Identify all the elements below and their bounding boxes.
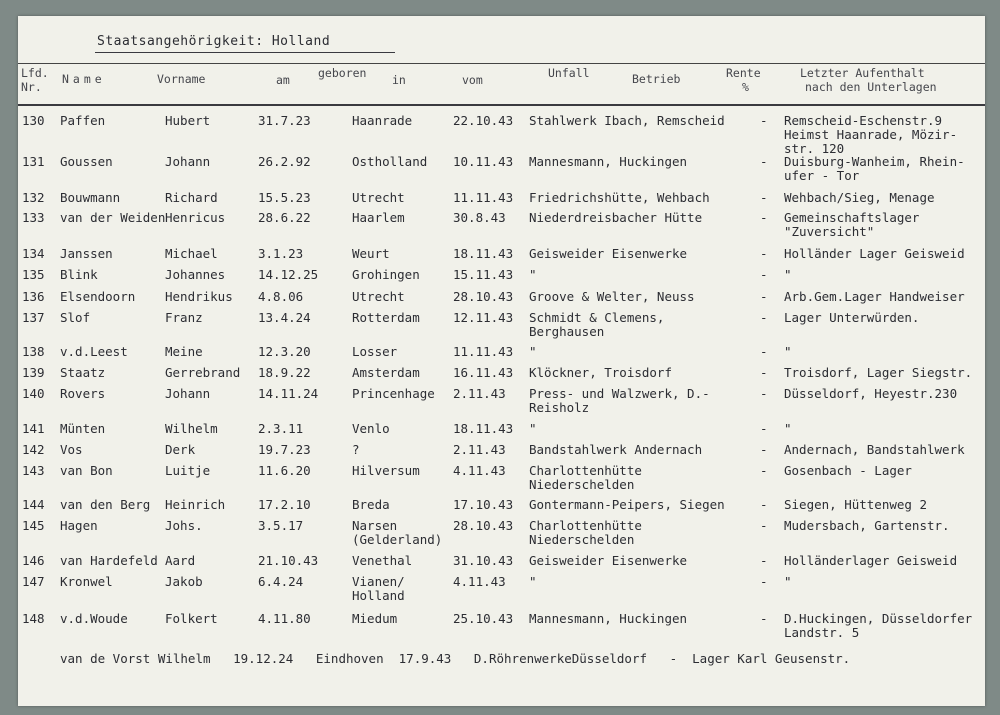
- entry-aufenthalt: ": [784, 421, 792, 436]
- entry-name: van Hardefeld: [60, 553, 158, 568]
- entry-geboren-in: Miedum: [352, 611, 398, 626]
- entry-geboren-am: 3.1.23: [258, 246, 304, 261]
- entry-number: 137: [22, 310, 45, 325]
- entry-betrieb-line2: Berghausen: [529, 324, 605, 339]
- entry-geboren-am: 4.11.80: [258, 611, 311, 626]
- entry-betrieb: Mannesmann, Huckingen: [529, 154, 688, 169]
- entry-rente: -: [760, 310, 768, 325]
- entry-geboren-am: 17.2.10: [258, 497, 311, 512]
- entry-number: 145: [22, 518, 45, 533]
- entry-geboren-in: Utrecht: [352, 190, 405, 205]
- entry-number: 142: [22, 442, 45, 457]
- entry-geboren-am: 2.3.11: [258, 421, 304, 436]
- entry-geboren-in: Utrecht: [352, 289, 405, 304]
- header-in: in: [392, 73, 406, 87]
- entry-number: 130: [22, 113, 45, 128]
- entry-unfall-vom: 16.11.43: [453, 365, 514, 380]
- entry-vorname: Hubert: [165, 113, 211, 128]
- entry-geboren-in: Haarlem: [352, 210, 405, 225]
- entry-name: Goussen: [60, 154, 113, 169]
- entry-aufenthalt-line2: "Zuversicht": [784, 224, 875, 239]
- entry-number: 148: [22, 611, 45, 626]
- entry-name: van der Weiden: [60, 210, 166, 225]
- header-name: Name: [62, 72, 106, 86]
- entry-name: van Bon: [60, 463, 113, 478]
- entry-geboren-am: 19.7.23: [258, 442, 311, 457]
- entry-name: Bouwmann: [60, 190, 121, 205]
- header-rente: Rente: [726, 66, 761, 80]
- entry-rente: -: [760, 267, 768, 282]
- entry-betrieb: Schmidt & Clemens,: [529, 310, 665, 325]
- entry-geboren-am: 15.5.23: [258, 190, 311, 205]
- entry-betrieb: Charlottenhütte: [529, 518, 642, 533]
- entry-geboren-am: 28.6.22: [258, 210, 311, 225]
- entry-betrieb: Niederdreisbacher Hütte: [529, 210, 703, 225]
- entry-vorname: Franz: [165, 310, 203, 325]
- entry-vorname: Richard: [165, 190, 218, 205]
- entry-vorname: Meine: [165, 344, 203, 359]
- entry-geboren-am: 11.6.20: [258, 463, 311, 478]
- entry-number: 131: [22, 154, 45, 169]
- entry-geboren-in: Grohingen: [352, 267, 420, 282]
- entry-geboren-am: 3.5.17: [258, 518, 304, 533]
- entry-number: 135: [22, 267, 45, 282]
- entry-vorname: Henricus: [165, 210, 226, 225]
- entry-aufenthalt-line2: ufer - Tor: [784, 168, 860, 183]
- entry-number: 139: [22, 365, 45, 380]
- entry-geboren-in: Vianen/: [352, 574, 405, 589]
- entry-vorname: Johs.: [165, 518, 203, 533]
- entry-name: Staatz: [60, 365, 106, 380]
- entry-name: Kronwel: [60, 574, 113, 589]
- entry-number: 147: [22, 574, 45, 589]
- entry-aufenthalt: Lager Unterwürden.: [784, 310, 920, 325]
- entry-geboren-am: 4.8.06: [258, 289, 304, 304]
- entry-name: Rovers: [60, 386, 106, 401]
- entry-rente: -: [760, 497, 768, 512]
- entry-unfall-vom: 11.11.43: [453, 344, 514, 359]
- entry-geboren-am: 12.3.20: [258, 344, 311, 359]
- entry-rente: -: [760, 518, 768, 533]
- entry-betrieb: Klöckner, Troisdorf: [529, 365, 672, 380]
- entry-aufenthalt: Andernach, Bandstahlwerk: [784, 442, 965, 457]
- entry-unfall-vom: 4.11.43: [453, 463, 506, 478]
- entry-unfall-vom: 28.10.43: [453, 518, 514, 533]
- entry-betrieb: Geisweider Eisenwerke: [529, 246, 688, 261]
- entry-name: Hagen: [60, 518, 98, 533]
- document-title: Staatsangehörigkeit: Holland: [97, 34, 331, 49]
- entry-aufenthalt: Holländerlager Geisweid: [784, 553, 958, 568]
- entry-geboren-in: Weurt: [352, 246, 390, 261]
- entry-rente: -: [760, 113, 768, 128]
- entry-number: 143: [22, 463, 45, 478]
- entry-aufenthalt: Mudersbach, Gartenstr.: [784, 518, 950, 533]
- entry-betrieb-line2: Niederschelden: [529, 532, 635, 547]
- entry-betrieb: ": [529, 574, 537, 589]
- entry-betrieb: Friedrichshütte, Wehbach: [529, 190, 710, 205]
- entry-geboren-in: Hilversum: [352, 463, 420, 478]
- header-geboren: geboren: [318, 66, 367, 80]
- entry-rente: -: [760, 611, 768, 626]
- entry-geboren-am: 14.11.24: [258, 386, 319, 401]
- entry-geboren-in: Breda: [352, 497, 390, 512]
- header-nach-unterlagen: nach den Unterlagen: [805, 80, 937, 94]
- header-bottom-rule: [18, 104, 985, 106]
- entry-geboren-in: Venlo: [352, 421, 390, 436]
- entry-betrieb-line2: Niederschelden: [529, 477, 635, 492]
- entry-aufenthalt: Wehbach/Sieg, Menage: [784, 190, 935, 205]
- entry-name: Blink: [60, 267, 98, 282]
- entry-rente: -: [760, 344, 768, 359]
- entry-betrieb: ": [529, 267, 537, 282]
- entry-vorname: Hendrikus: [165, 289, 233, 304]
- header-lfd: Lfd.: [21, 66, 49, 80]
- entry-geboren-am: 21.10.43: [258, 553, 319, 568]
- header-letzter-aufenthalt: Letzter Aufenthalt: [800, 66, 925, 80]
- entry-number: 134: [22, 246, 45, 261]
- entry-geboren-am: 26.2.92: [258, 154, 311, 169]
- entry-unfall-vom: 18.11.43: [453, 246, 514, 261]
- entry-vorname: Aard: [165, 553, 196, 568]
- entry-rente: -: [760, 246, 768, 261]
- entry-unfall-vom: 17.10.43: [453, 497, 514, 512]
- entry-unfall-vom: 10.11.43: [453, 154, 514, 169]
- entry-unfall-vom: 12.11.43: [453, 310, 514, 325]
- entry-vorname: Derk: [165, 442, 196, 457]
- entry-aufenthalt: Gosenbach - Lager: [784, 463, 912, 478]
- entry-number: 141: [22, 421, 45, 436]
- entry-number: 136: [22, 289, 45, 304]
- entry-vorname: Johannes: [165, 267, 226, 282]
- entry-name: Paffen: [60, 113, 106, 128]
- entry-aufenthalt: Gemeinschaftslager: [784, 210, 920, 225]
- entry-number: 133: [22, 210, 45, 225]
- entry-number: 138: [22, 344, 45, 359]
- entry-rente: -: [760, 365, 768, 380]
- header-percent: %: [742, 80, 749, 94]
- entry-unfall-vom: 2.11.43: [453, 442, 506, 457]
- entry-geboren-am: 14.12.25: [258, 267, 319, 282]
- header-betrieb: Betrieb: [632, 72, 681, 86]
- entry-name: van den Berg: [60, 497, 151, 512]
- entry-unfall-vom: 22.10.43: [453, 113, 514, 128]
- entry-vorname: Folkert: [165, 611, 218, 626]
- entry-unfall-vom: 30.8.43: [453, 210, 506, 225]
- entry-geboren-in-line2: Holland: [352, 588, 405, 603]
- entry-aufenthalt: Duisburg-Wanheim, Rhein-: [784, 154, 965, 169]
- entry-vorname: Johann: [165, 154, 211, 169]
- entry-geboren-am: 13.4.24: [258, 310, 311, 325]
- entry-aufenthalt: D.Huckingen, Düsseldorfer: [784, 611, 973, 626]
- entry-name: Vos: [60, 442, 83, 457]
- entry-number: 132: [22, 190, 45, 205]
- entry-vorname: Jakob: [165, 574, 203, 589]
- entry-unfall-vom: 25.10.43: [453, 611, 514, 626]
- entry-aufenthalt: ": [784, 574, 792, 589]
- entry-unfall-vom: 11.11.43: [453, 190, 514, 205]
- entry-rente: -: [760, 421, 768, 436]
- entry-name: v.d.Woude: [60, 611, 128, 626]
- entry-betrieb: Groove & Welter, Neuss: [529, 289, 695, 304]
- entry-aufenthalt: Remscheid-Eschenstr.9: [784, 113, 943, 128]
- entry-vorname: Gerrebrand: [165, 365, 241, 380]
- entry-name: Janssen: [60, 246, 113, 261]
- entry-rente: -: [760, 190, 768, 205]
- entry-aufenthalt: Siegen, Hüttenweg 2: [784, 497, 927, 512]
- entry-rente: -: [760, 463, 768, 478]
- entry-betrieb: Bandstahlwerk Andernach: [529, 442, 703, 457]
- entry-geboren-am: 31.7.23: [258, 113, 311, 128]
- entry-rente: -: [760, 210, 768, 225]
- entry-geboren-am: 18.9.22: [258, 365, 311, 380]
- header-vorname: Vorname: [157, 72, 206, 86]
- entry-aufenthalt: Holländer Lager Geisweid: [784, 246, 965, 261]
- entry-aufenthalt: Arb.Gem.Lager Handweiser: [784, 289, 965, 304]
- entry-betrieb-line2: Reisholz: [529, 400, 590, 415]
- unnumbered-entry: van de Vorst Wilhelm 19.12.24 Eindhoven 17.9.43 D.RöhrenwerkeDüsseldorf - Lager Karl Geusenstr.: [60, 651, 851, 666]
- entry-geboren-in: Losser: [352, 344, 398, 359]
- entry-rente: -: [760, 289, 768, 304]
- entry-geboren-in: ?: [352, 442, 360, 457]
- entry-aufenthalt-line2: Landstr. 5: [784, 625, 860, 640]
- entry-aufenthalt-line2: Heimst Haanrade, Mözir-: [784, 127, 958, 142]
- entry-rente: -: [760, 574, 768, 589]
- entry-rente: -: [760, 386, 768, 401]
- entry-aufenthalt: Düsseldorf, Heyestr.230: [784, 386, 958, 401]
- header-nr: Nr.: [21, 80, 42, 94]
- entry-vorname: Michael: [165, 246, 218, 261]
- entry-betrieb: Charlottenhütte: [529, 463, 642, 478]
- entry-vorname: Wilhelm: [165, 421, 218, 436]
- entry-geboren-in: Haanrade: [352, 113, 413, 128]
- entry-aufenthalt: Troisdorf, Lager Siegstr.: [784, 365, 973, 380]
- title-underline: [95, 52, 395, 53]
- entry-geboren-in: Princenhage: [352, 386, 435, 401]
- entry-betrieb: ": [529, 344, 537, 359]
- entry-geboren-in-line2: (Gelderland): [352, 532, 443, 547]
- entry-aufenthalt: ": [784, 267, 792, 282]
- entry-geboren-in: Rotterdam: [352, 310, 420, 325]
- entry-name: Slof: [60, 310, 91, 325]
- entry-number: 144: [22, 497, 45, 512]
- entry-betrieb: Press- und Walzwerk, D.-: [529, 386, 710, 401]
- entry-aufenthalt-line3: str. 120: [784, 141, 845, 156]
- entry-geboren-in: Venethal: [352, 553, 413, 568]
- header-am: am: [276, 73, 290, 87]
- entry-vorname: Heinrich: [165, 497, 226, 512]
- entry-betrieb: ": [529, 421, 537, 436]
- header-top-rule: [18, 63, 985, 64]
- entry-betrieb: Geisweider Eisenwerke: [529, 553, 688, 568]
- header-vom: vom: [462, 73, 483, 87]
- entry-unfall-vom: 28.10.43: [453, 289, 514, 304]
- entry-unfall-vom: 4.11.43: [453, 574, 506, 589]
- entry-geboren-in: Ostholland: [352, 154, 428, 169]
- entry-unfall-vom: 2.11.43: [453, 386, 506, 401]
- entry-geboren-in: Narsen: [352, 518, 398, 533]
- entry-name: v.d.Leest: [60, 344, 128, 359]
- entry-number: 140: [22, 386, 45, 401]
- entry-betrieb: Mannesmann, Huckingen: [529, 611, 688, 626]
- entry-unfall-vom: 15.11.43: [453, 267, 514, 282]
- entry-geboren-in: Amsterdam: [352, 365, 420, 380]
- entry-geboren-am: 6.4.24: [258, 574, 304, 589]
- entry-vorname: Johann: [165, 386, 211, 401]
- entry-betrieb: Gontermann-Peipers, Siegen: [529, 497, 725, 512]
- entry-unfall-vom: 31.10.43: [453, 553, 514, 568]
- header-unfall: Unfall: [548, 66, 590, 80]
- entry-number: 146: [22, 553, 45, 568]
- entry-vorname: Luitje: [165, 463, 211, 478]
- entry-name: Elsendoorn: [60, 289, 136, 304]
- entry-rente: -: [760, 442, 768, 457]
- entry-aufenthalt: ": [784, 344, 792, 359]
- entry-betrieb: Stahlwerk Ibach, Remscheid: [529, 113, 725, 128]
- entry-unfall-vom: 18.11.43: [453, 421, 514, 436]
- entry-name: Münten: [60, 421, 106, 436]
- entry-rente: -: [760, 553, 768, 568]
- entry-rente: -: [760, 154, 768, 169]
